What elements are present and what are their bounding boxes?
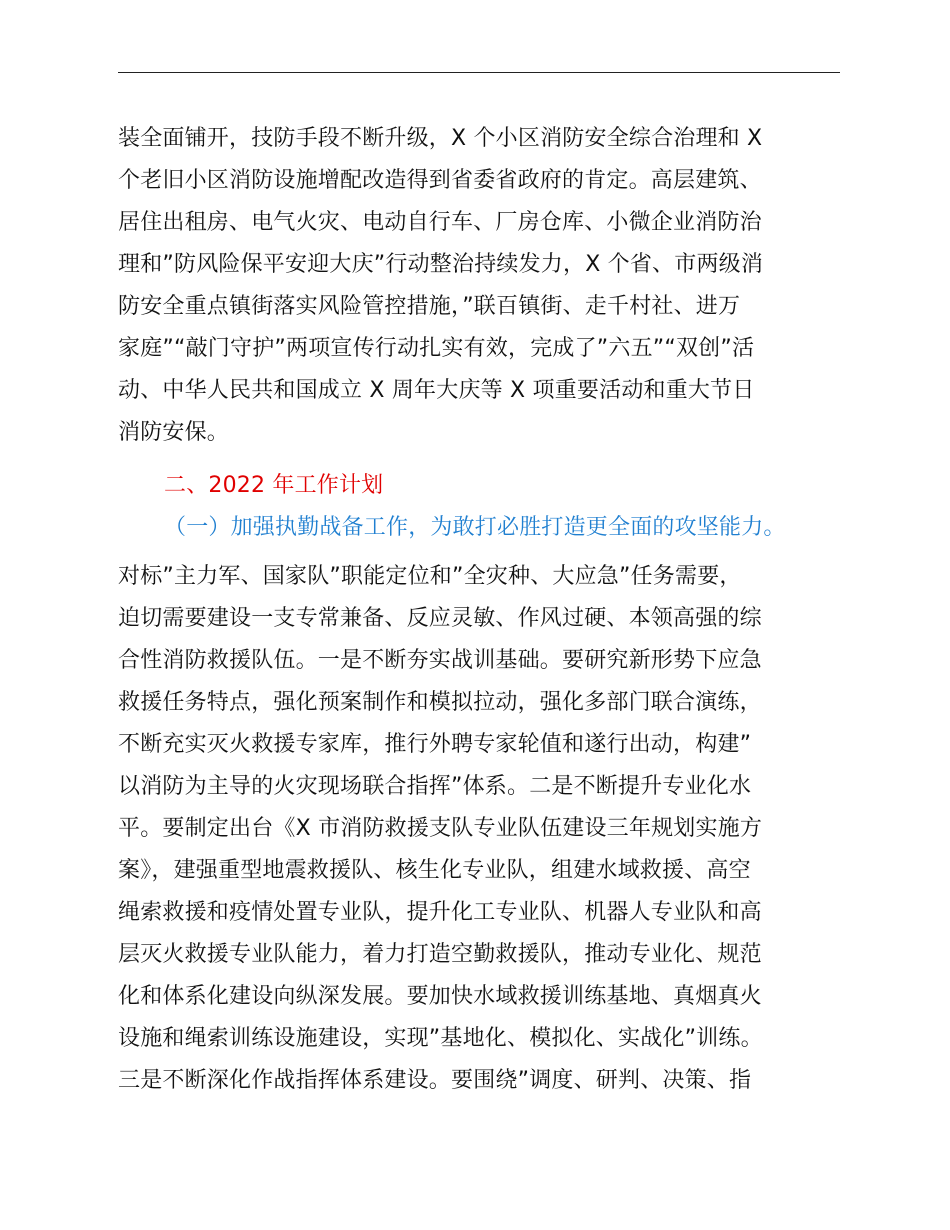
body-line: 动、中华人民共和国成立 X 周年大庆等 X 项重要活动和重大节日 xyxy=(118,378,755,403)
body-line: 三是不断深化作战指挥体系建设。要围绕”调度、研判、决策、指 xyxy=(118,1068,752,1093)
body-line: 个老旧小区消防设施增配改造得到省委省政府的肯定。高层建筑、 xyxy=(118,168,762,193)
body-line: 迫切需要建设一支专常兼备、反应灵敏、作风过硬、本领高强的综 xyxy=(118,606,762,631)
body-line: 案》，建强重型地震救援队、核生化专业队，组建水域救援、高空 xyxy=(118,858,751,883)
body-line: 化和体系化建设向纵深发展。要加快水域救援训练基地、真烟真火 xyxy=(118,984,762,1009)
body-line: 以消防为主导的火灾现场联合指挥”体系。二是不断提升专业化水 xyxy=(118,774,752,799)
body-line: 设施和绳索训练设施建设，实现”基地化、模拟化、实战化”训练。 xyxy=(118,1026,763,1051)
subsection-heading: （一）加强执勤战备工作，为敢打必胜打造更全面的攻坚能力。 xyxy=(164,515,786,540)
body-line: 理和”防风险保平安迎大庆”行动整治持续发力，X 个省、市两级消 xyxy=(118,252,764,277)
section-heading: 二、2022 年工作计划 xyxy=(164,473,384,498)
body-line: 平。要制定出台《X 市消防救援支队专业队伍建设三年规划实施方 xyxy=(118,816,763,841)
body-line: 合性消防救援队伍。一是不断夯实战训基础。要研究新形势下应急 xyxy=(118,648,762,673)
body-line: 不断充实灭火救援专家库，推行外聘专家轮值和遂行出动，构建” xyxy=(118,732,752,757)
body-line: 对标”主力军、国家队”职能定位和”全灾种、大应急”任务需要， xyxy=(118,564,742,589)
body-line: 防安全重点镇街落实风险管控措施，”联百镇街、走千村社、进万 xyxy=(118,294,741,319)
body-line: 居住出租房、电气火灾、电动自行车、厂房仓库、小微企业消防治 xyxy=(118,210,762,235)
body-line: 绳索救援和疫情处置专业队，提升化工专业队、机器人专业队和高 xyxy=(118,900,762,925)
header-rule xyxy=(118,72,840,73)
body-line: 层灭火救援专业队能力，着力打造空勤救援队，推动专业化、规范 xyxy=(118,942,762,967)
body-line: 装全面铺开，技防手段不断升级，X 个小区消防安全综合治理和 X xyxy=(118,126,763,151)
body-line: 救援任务特点，强化预案制作和模拟拉动，强化多部门联合演练， xyxy=(118,690,762,715)
body-line: 消防安保。 xyxy=(118,420,230,445)
body-line: 家庭”“敲门守护”两项宣传行动扎实有效，完成了”六五”“双创”活 xyxy=(118,336,755,361)
